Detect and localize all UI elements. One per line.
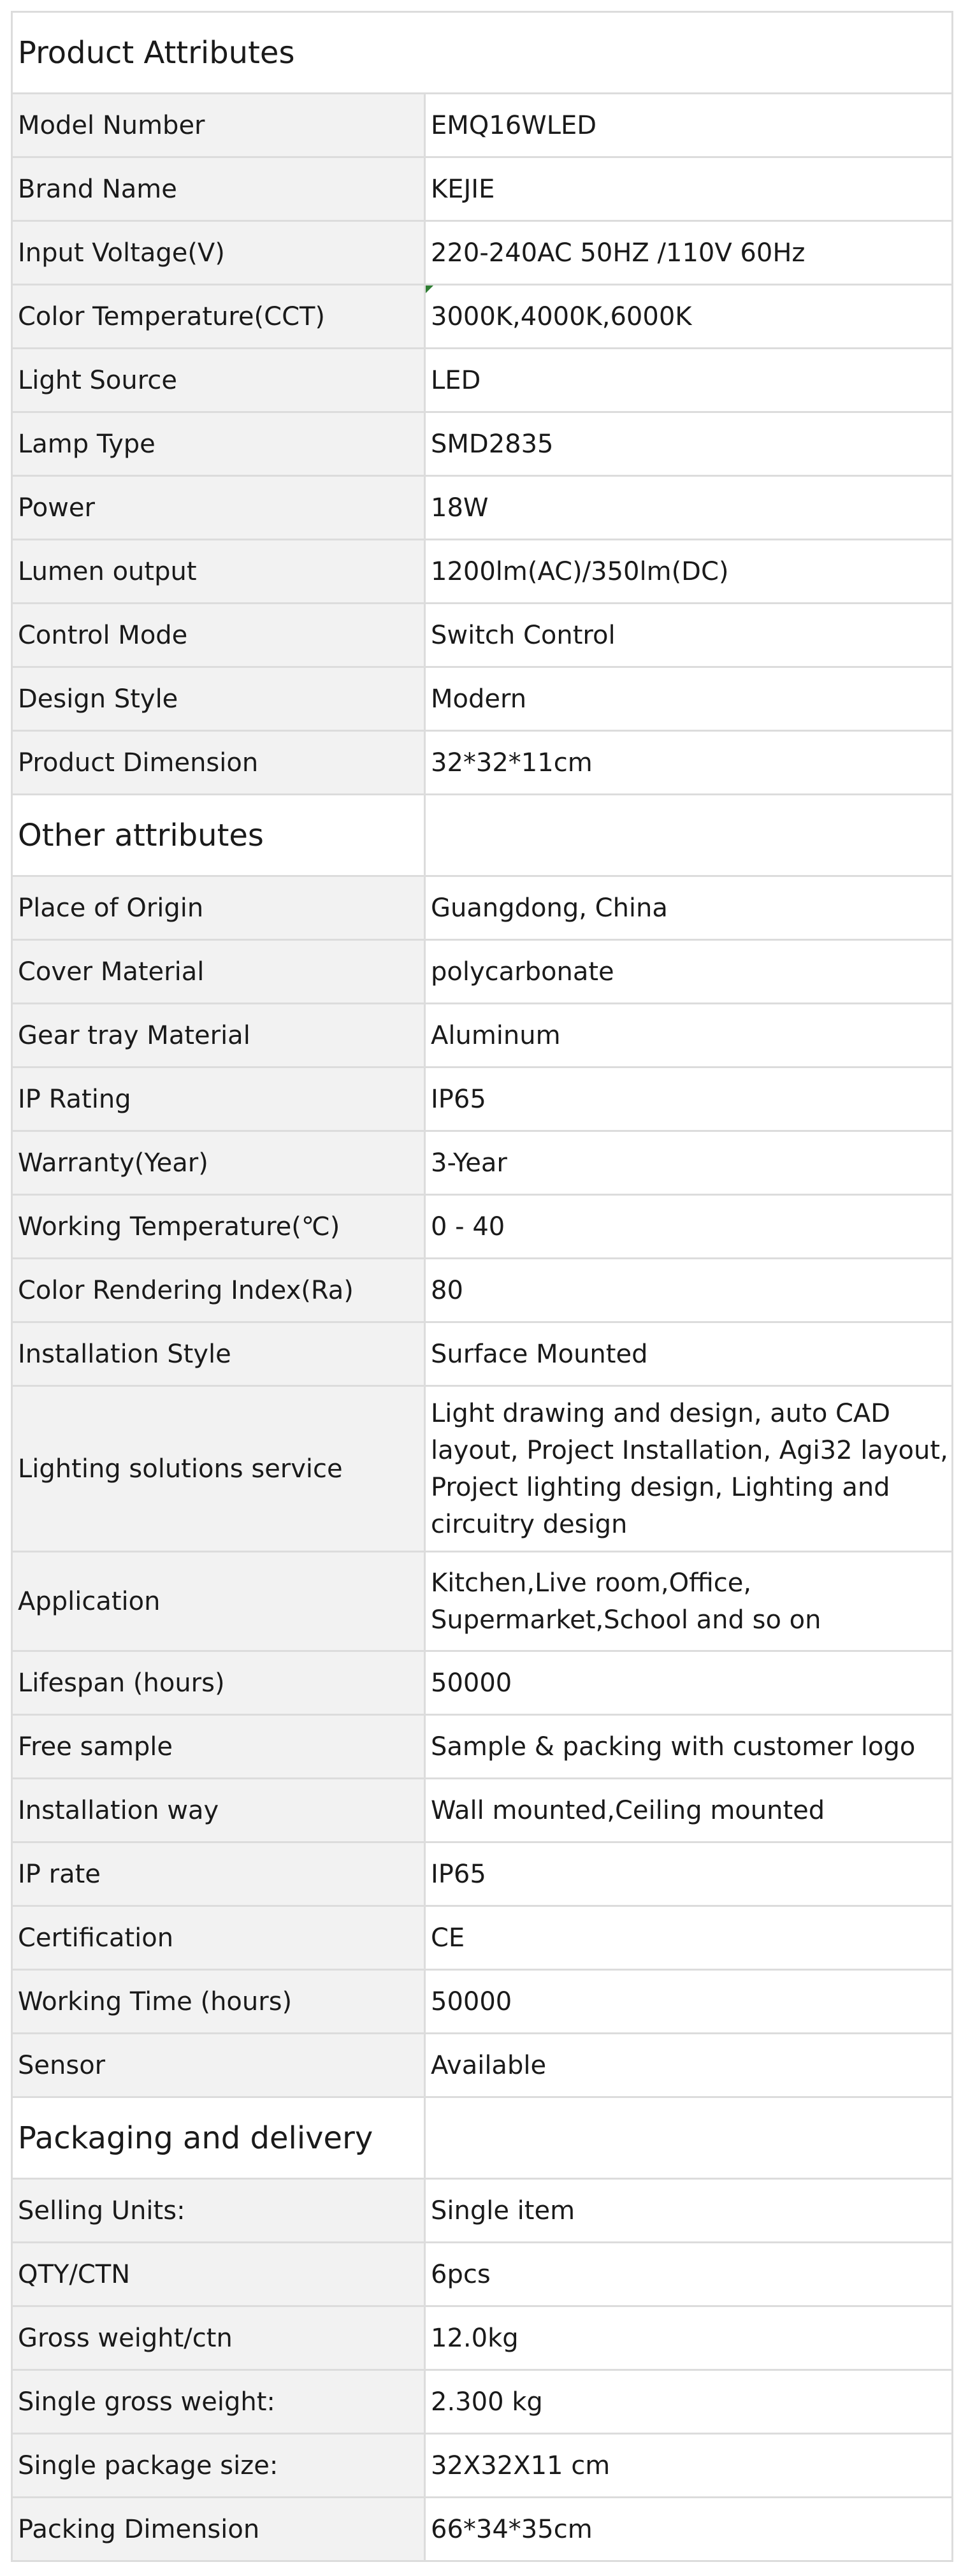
table-row — [12, 1195, 953, 1259]
section-title: Other attributes — [12, 795, 425, 876]
attribute-value: Light drawing and design, auto CAD layout, Project Installation, Agi32 layout, Project lighting design, Lighting and circuitry design — [425, 1386, 953, 1552]
table-row — [12, 667, 953, 731]
attribute-key: Input Voltage(V) — [12, 221, 425, 285]
table-row — [12, 876, 953, 940]
attribute-key: Power — [12, 476, 425, 540]
table-row — [12, 1259, 953, 1322]
attribute-value: LED — [425, 349, 953, 412]
table-row — [12, 731, 953, 795]
table-row — [12, 1131, 953, 1195]
attribute-value: 80 — [425, 1259, 953, 1322]
section-header-blank — [425, 2097, 953, 2179]
table-row — [12, 1906, 953, 1970]
attribute-value: Aluminum — [425, 1004, 953, 1067]
attribute-value: Modern — [425, 667, 953, 731]
attribute-value: 3-Year — [425, 1131, 953, 1195]
attribute-value: 3000K,4000K,6000K — [425, 285, 953, 349]
attribute-key: Brand Name — [12, 157, 425, 221]
attribute-value: 50000 — [425, 1651, 953, 1715]
attribute-key: Selling Units: — [12, 2179, 425, 2243]
table-row — [12, 2498, 953, 2561]
section-title: Product Attributes — [12, 12, 953, 94]
attribute-value: Guangdong, China — [425, 876, 953, 940]
attribute-value: SMD2835 — [425, 412, 953, 476]
attribute-key: IP Rating — [12, 1067, 425, 1131]
attribute-key: Product Dimension — [12, 731, 425, 795]
table-row — [12, 2034, 953, 2097]
attribute-value: Kitchen,Live room,Office, Supermarket,School and so on — [425, 1552, 953, 1651]
attribute-key: Single gross weight: — [12, 2370, 425, 2434]
attribute-key: Certification — [12, 1906, 425, 1970]
table-row — [12, 221, 953, 285]
attribute-key: Single package size: — [12, 2434, 425, 2498]
attribute-key: Color Temperature(CCT) — [12, 285, 425, 349]
attribute-key: Lifespan (hours) — [12, 1651, 425, 1715]
attribute-key: Cover Material — [12, 940, 425, 1004]
table-row — [12, 1004, 953, 1067]
attribute-key: Application — [12, 1552, 425, 1651]
table-row — [12, 540, 953, 604]
attribute-value: polycarbonate — [425, 940, 953, 1004]
table-row — [12, 349, 953, 412]
attribute-key: Light Source — [12, 349, 425, 412]
section-header-other-attributes — [12, 795, 953, 876]
section-header-product-attributes — [12, 12, 953, 94]
attributes-table — [11, 11, 953, 2562]
table-row — [12, 2243, 953, 2306]
attribute-value: EMQ16WLED — [425, 94, 953, 157]
table-row — [12, 1651, 953, 1715]
attribute-value: Sample & packing with customer logo — [425, 1715, 953, 1779]
attribute-key: Model Number — [12, 94, 425, 157]
attribute-key: IP rate — [12, 1842, 425, 1906]
attribute-value: 220-240AC 50HZ /110V 60Hz — [425, 221, 953, 285]
attribute-key: Gross weight/ctn — [12, 2306, 425, 2370]
attribute-value: Available — [425, 2034, 953, 2097]
attribute-key: Free sample — [12, 1715, 425, 1779]
attribute-value: 32X32X11 cm — [425, 2434, 953, 2498]
attribute-key: Design Style — [12, 667, 425, 731]
attribute-value: 0 - 40 — [425, 1195, 953, 1259]
attribute-value: 12.0kg — [425, 2306, 953, 2370]
attribute-key: Color Rendering Index(Ra) — [12, 1259, 425, 1322]
attribute-value: 2.300 kg — [425, 2370, 953, 2434]
table-row — [12, 1067, 953, 1131]
table-row — [12, 1779, 953, 1842]
table-row — [12, 1970, 953, 2034]
attribute-key: Control Mode — [12, 604, 425, 667]
attribute-value: 18W — [425, 476, 953, 540]
attribute-key: Warranty(Year) — [12, 1131, 425, 1195]
attribute-key: QTY/CTN — [12, 2243, 425, 2306]
attribute-value: CE — [425, 1906, 953, 1970]
table-row — [12, 412, 953, 476]
table-row — [12, 285, 953, 349]
table-row — [12, 1842, 953, 1906]
attribute-key: Sensor — [12, 2034, 425, 2097]
attribute-key: Lighting solutions service — [12, 1386, 425, 1552]
attribute-value: 6pcs — [425, 2243, 953, 2306]
attribute-key: Gear tray Material — [12, 1004, 425, 1067]
attribute-value: Surface Mounted — [425, 1322, 953, 1386]
attribute-key: Place of Origin — [12, 876, 425, 940]
section-header-blank — [425, 795, 953, 876]
attribute-value: 1200lm(AC)/350lm(DC) — [425, 540, 953, 604]
attribute-key: Installation way — [12, 1779, 425, 1842]
attribute-key: Working Time (hours) — [12, 1970, 425, 2034]
table-row — [12, 1322, 953, 1386]
table-row — [12, 2434, 953, 2498]
table-row — [12, 94, 953, 157]
attribute-value: 32*32*11cm — [425, 731, 953, 795]
attribute-value: 50000 — [425, 1970, 953, 2034]
table-row — [12, 2179, 953, 2243]
attribute-key: Installation Style — [12, 1322, 425, 1386]
table-row — [12, 2306, 953, 2370]
table-row — [12, 940, 953, 1004]
attribute-key: Working Temperature(℃) — [12, 1195, 425, 1259]
attribute-key: Lumen output — [12, 540, 425, 604]
table-row — [12, 476, 953, 540]
attribute-value: KEJIE — [425, 157, 953, 221]
attribute-value: Single item — [425, 2179, 953, 2243]
table-row — [12, 1715, 953, 1779]
attribute-value: 66*34*35cm — [425, 2498, 953, 2561]
table-row — [12, 1386, 953, 1552]
table-row — [12, 604, 953, 667]
table-row — [12, 2370, 953, 2434]
attributes-sheet — [11, 11, 951, 2562]
attribute-value: IP65 — [425, 1842, 953, 1906]
attribute-value: Switch Control — [425, 604, 953, 667]
attribute-value: Wall mounted,Ceiling mounted — [425, 1779, 953, 1842]
attribute-value: IP65 — [425, 1067, 953, 1131]
table-row — [12, 1552, 953, 1651]
table-row — [12, 157, 953, 221]
section-title: Packaging and delivery — [12, 2097, 425, 2179]
section-header-packaging-and-delivery — [12, 2097, 953, 2179]
attribute-key: Lamp Type — [12, 412, 425, 476]
attribute-key: Packing Dimension — [12, 2498, 425, 2561]
